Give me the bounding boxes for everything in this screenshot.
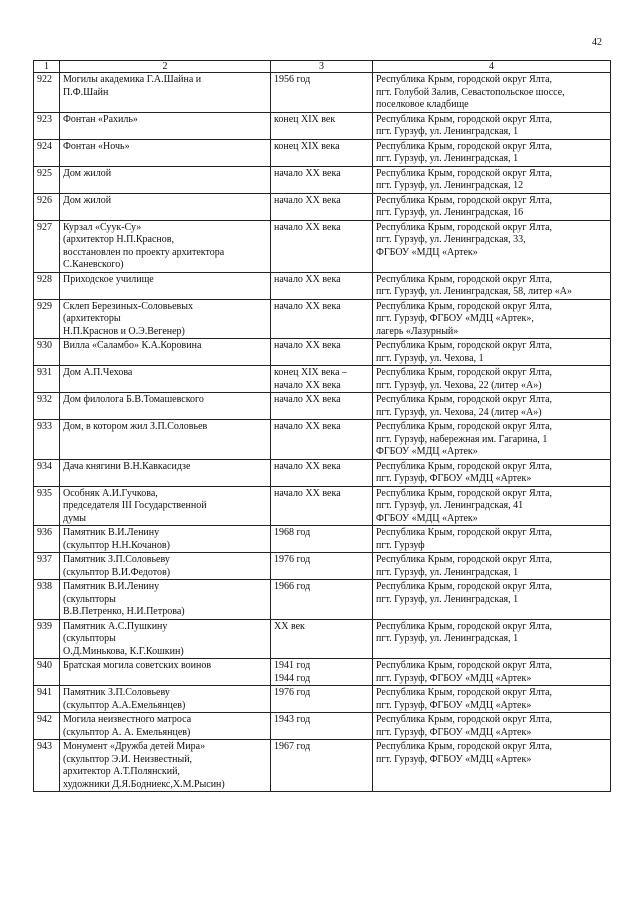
object-date: 1967 год [271,740,373,792]
object-location: Республика Крым, городской округ Ялта, пгт. Гурзуф, ФГБОУ «МДЦ «Артек» [373,459,611,486]
object-location: Республика Крым, городской округ Ялта, пгт. Гурзуф, ул. Ленинградская, 16 [373,193,611,220]
object-name: Монумент «Дружба детей Мира» (скульптор Э.И. Неизвестный, архитектор А.Т.Полянский, художники Д.Я.Бодниекс,Х.М.Рысин) [60,740,271,792]
table-row [34,686,611,713]
row-number: 926 [34,193,60,220]
object-location: Республика Крым, городской округ Ялта, пгт. Гурзуф, ФГБОУ «МДЦ «Артек», лагерь «Лазурный» [373,299,611,339]
object-location: Республика Крым, городской округ Ялта, пгт. Гурзуф, ул. Ленинградская, 12 [373,166,611,193]
row-number: 942 [34,713,60,740]
row-number: 938 [34,580,60,620]
object-name: Памятник В.И.Ленину (скульпторы В.В.Петренко, Н.И.Петрова) [60,580,271,620]
table-row [34,220,611,272]
table-row [34,166,611,193]
object-location: Республика Крым, городской округ Ялта, пгт. Гурзуф, ФГБОУ «МДЦ «Артек» [373,713,611,740]
header-row [34,61,611,73]
table-row [34,659,611,686]
object-location: Республика Крым, городской округ Ялта, пгт. Гурзуф, ул. Ленинградская, 1 [373,619,611,659]
row-number: 932 [34,393,60,420]
object-date: начало XX века [271,339,373,366]
object-date: начало XX века [271,393,373,420]
object-date: 1976 год [271,553,373,580]
page-number: 42 [592,37,602,48]
row-number: 941 [34,686,60,713]
object-location: Республика Крым, городской округ Ялта, пгт. Гурзуф, ул. Чехова, 22 (литер «А») [373,366,611,393]
column-header: 2 [60,61,271,73]
object-location: Республика Крым, городской округ Ялта, пгт. Гурзуф, ул. Ленинградская, 41 ФГБОУ «МДЦ «Артек» [373,486,611,526]
row-number: 940 [34,659,60,686]
object-location: Республика Крым, городской округ Ялта, пгт. Гурзуф, ул. Чехова, 24 (литер «А») [373,393,611,420]
row-number: 935 [34,486,60,526]
table-row [34,486,611,526]
object-location: Республика Крым, городской округ Ялта, пгт. Гурзуф [373,526,611,553]
row-number: 922 [34,73,60,113]
object-name: Приходское училище [60,272,271,299]
object-location: Республика Крым, городской округ Ялта, пгт. Гурзуф, ул. Ленинградская, 1 [373,580,611,620]
table-row [34,713,611,740]
object-location: Республика Крым, городской округ Ялта, пгт. Гурзуф, ул. Ленинградская, 1 [373,139,611,166]
column-header: 1 [34,61,60,73]
object-date: начало XX века [271,272,373,299]
object-date: начало XX века [271,193,373,220]
object-name: Памятник В.И.Ленину (скульптор Н.Н.Кочанов) [60,526,271,553]
object-name: Могилы академика Г.А.Шайна и П.Ф.Шайн [60,73,271,113]
object-name: Дача княгини В.Н.Кавкасидзе [60,459,271,486]
object-date: 1943 год [271,713,373,740]
row-number: 923 [34,112,60,139]
column-header: 3 [271,61,373,73]
object-name: Памятник З.П.Соловьеву (скульптор В.И.Федотов) [60,553,271,580]
object-location: Республика Крым, городской округ Ялта, пгт. Гурзуф, ФГБОУ «МДЦ «Артек» [373,686,611,713]
object-location: Республика Крым, городской округ Ялта, пгт. Гурзуф, ул. Ленинградская, 1 [373,553,611,580]
column-header: 4 [373,61,611,73]
row-number: 930 [34,339,60,366]
table-row [34,740,611,792]
table-row [34,580,611,620]
table-row [34,420,611,460]
object-name: Дом, в котором жил З.П.Соловьев [60,420,271,460]
object-name: Могила неизвестного матроса (скульптор А. А. Емельянцев) [60,713,271,740]
row-number: 931 [34,366,60,393]
table-row [34,619,611,659]
object-date: 1956 год [271,73,373,113]
row-number: 928 [34,272,60,299]
row-number: 943 [34,740,60,792]
object-location: Республика Крым, городской округ Ялта, пгт. Гурзуф, ул. Ленинградская, 33, ФГБОУ «МДЦ «Артек» [373,220,611,272]
object-location: Республика Крым, городской округ Ялта, пгт. Гурзуф, набережная им. Гагарина, 1 ФГБОУ «МДЦ «Артек» [373,420,611,460]
row-number: 925 [34,166,60,193]
row-number: 929 [34,299,60,339]
row-number: 939 [34,619,60,659]
table-row [34,193,611,220]
object-date: начало XX века [271,166,373,193]
table-row [34,459,611,486]
object-date: конец XIX века [271,139,373,166]
object-name: Курзал «Суук-Су» (архитектор Н.П.Краснов, восстановлен по проекту архитектора С.Каневского) [60,220,271,272]
object-name: Дом филолога Б.В.Томашевского [60,393,271,420]
row-number: 933 [34,420,60,460]
object-date: 1966 год [271,580,373,620]
object-date: 1941 год 1944 год [271,659,373,686]
table-row [34,553,611,580]
row-number: 927 [34,220,60,272]
registry-table [33,60,611,792]
object-location: Республика Крым, городской округ Ялта, пгт. Гурзуф, ул. Ленинградская, 58, литер «А» [373,272,611,299]
row-number: 934 [34,459,60,486]
object-date: 1976 год [271,686,373,713]
table-row [34,299,611,339]
table-body [34,73,611,792]
table-row [34,73,611,113]
object-name: Дом жилой [60,166,271,193]
object-name: Фонтан «Рахиль» [60,112,271,139]
object-date: начало XX века [271,220,373,272]
object-name: Дом жилой [60,193,271,220]
object-name: Памятник А.С.Пушкину (скульпторы О.Д.Минькова, К.Г.Кошкин) [60,619,271,659]
object-date: начало XX века [271,299,373,339]
object-name: Склеп Березиных-Соловьевых (архитекторы Н.П.Краснов и О.Э.Вегенер) [60,299,271,339]
registry-sheet [33,60,610,792]
object-name: Вилла «Саламбо» К.А.Коровина [60,339,271,366]
object-date: 1968 год [271,526,373,553]
table-row [34,393,611,420]
object-date: начало XX века [271,420,373,460]
table-row [34,366,611,393]
object-date: конец XIX века – начало XX века [271,366,373,393]
object-date: конец XIX век [271,112,373,139]
object-location: Республика Крым, городской округ Ялта, пгт. Голубой Залив, Севастопольское шоссе, поселковое кладбище [373,73,611,113]
table-row [34,526,611,553]
table-row [34,139,611,166]
table-row [34,272,611,299]
table-row [34,112,611,139]
table-row [34,339,611,366]
object-location: Республика Крым, городской округ Ялта, пгт. Гурзуф, ул. Чехова, 1 [373,339,611,366]
object-date: начало XX века [271,459,373,486]
object-name: Особняк А.И.Гучкова, председателя III Государственной думы [60,486,271,526]
object-location: Республика Крым, городской округ Ялта, пгт. Гурзуф, ФГБОУ «МДЦ «Артек» [373,659,611,686]
object-name: Фонтан «Ночь» [60,139,271,166]
row-number: 936 [34,526,60,553]
object-location: Республика Крым, городской округ Ялта, пгт. Гурзуф, ФГБОУ «МДЦ «Артек» [373,740,611,792]
row-number: 937 [34,553,60,580]
object-name: Дом А.П.Чехова [60,366,271,393]
object-name: Памятник З.П.Соловьеву (скульптор А.А.Емельянцев) [60,686,271,713]
row-number: 924 [34,139,60,166]
object-date: XX век [271,619,373,659]
object-location: Республика Крым, городской округ Ялта, пгт. Гурзуф, ул. Ленинградская, 1 [373,112,611,139]
object-date: начало XX века [271,486,373,526]
object-name: Братская могила советских воинов [60,659,271,686]
